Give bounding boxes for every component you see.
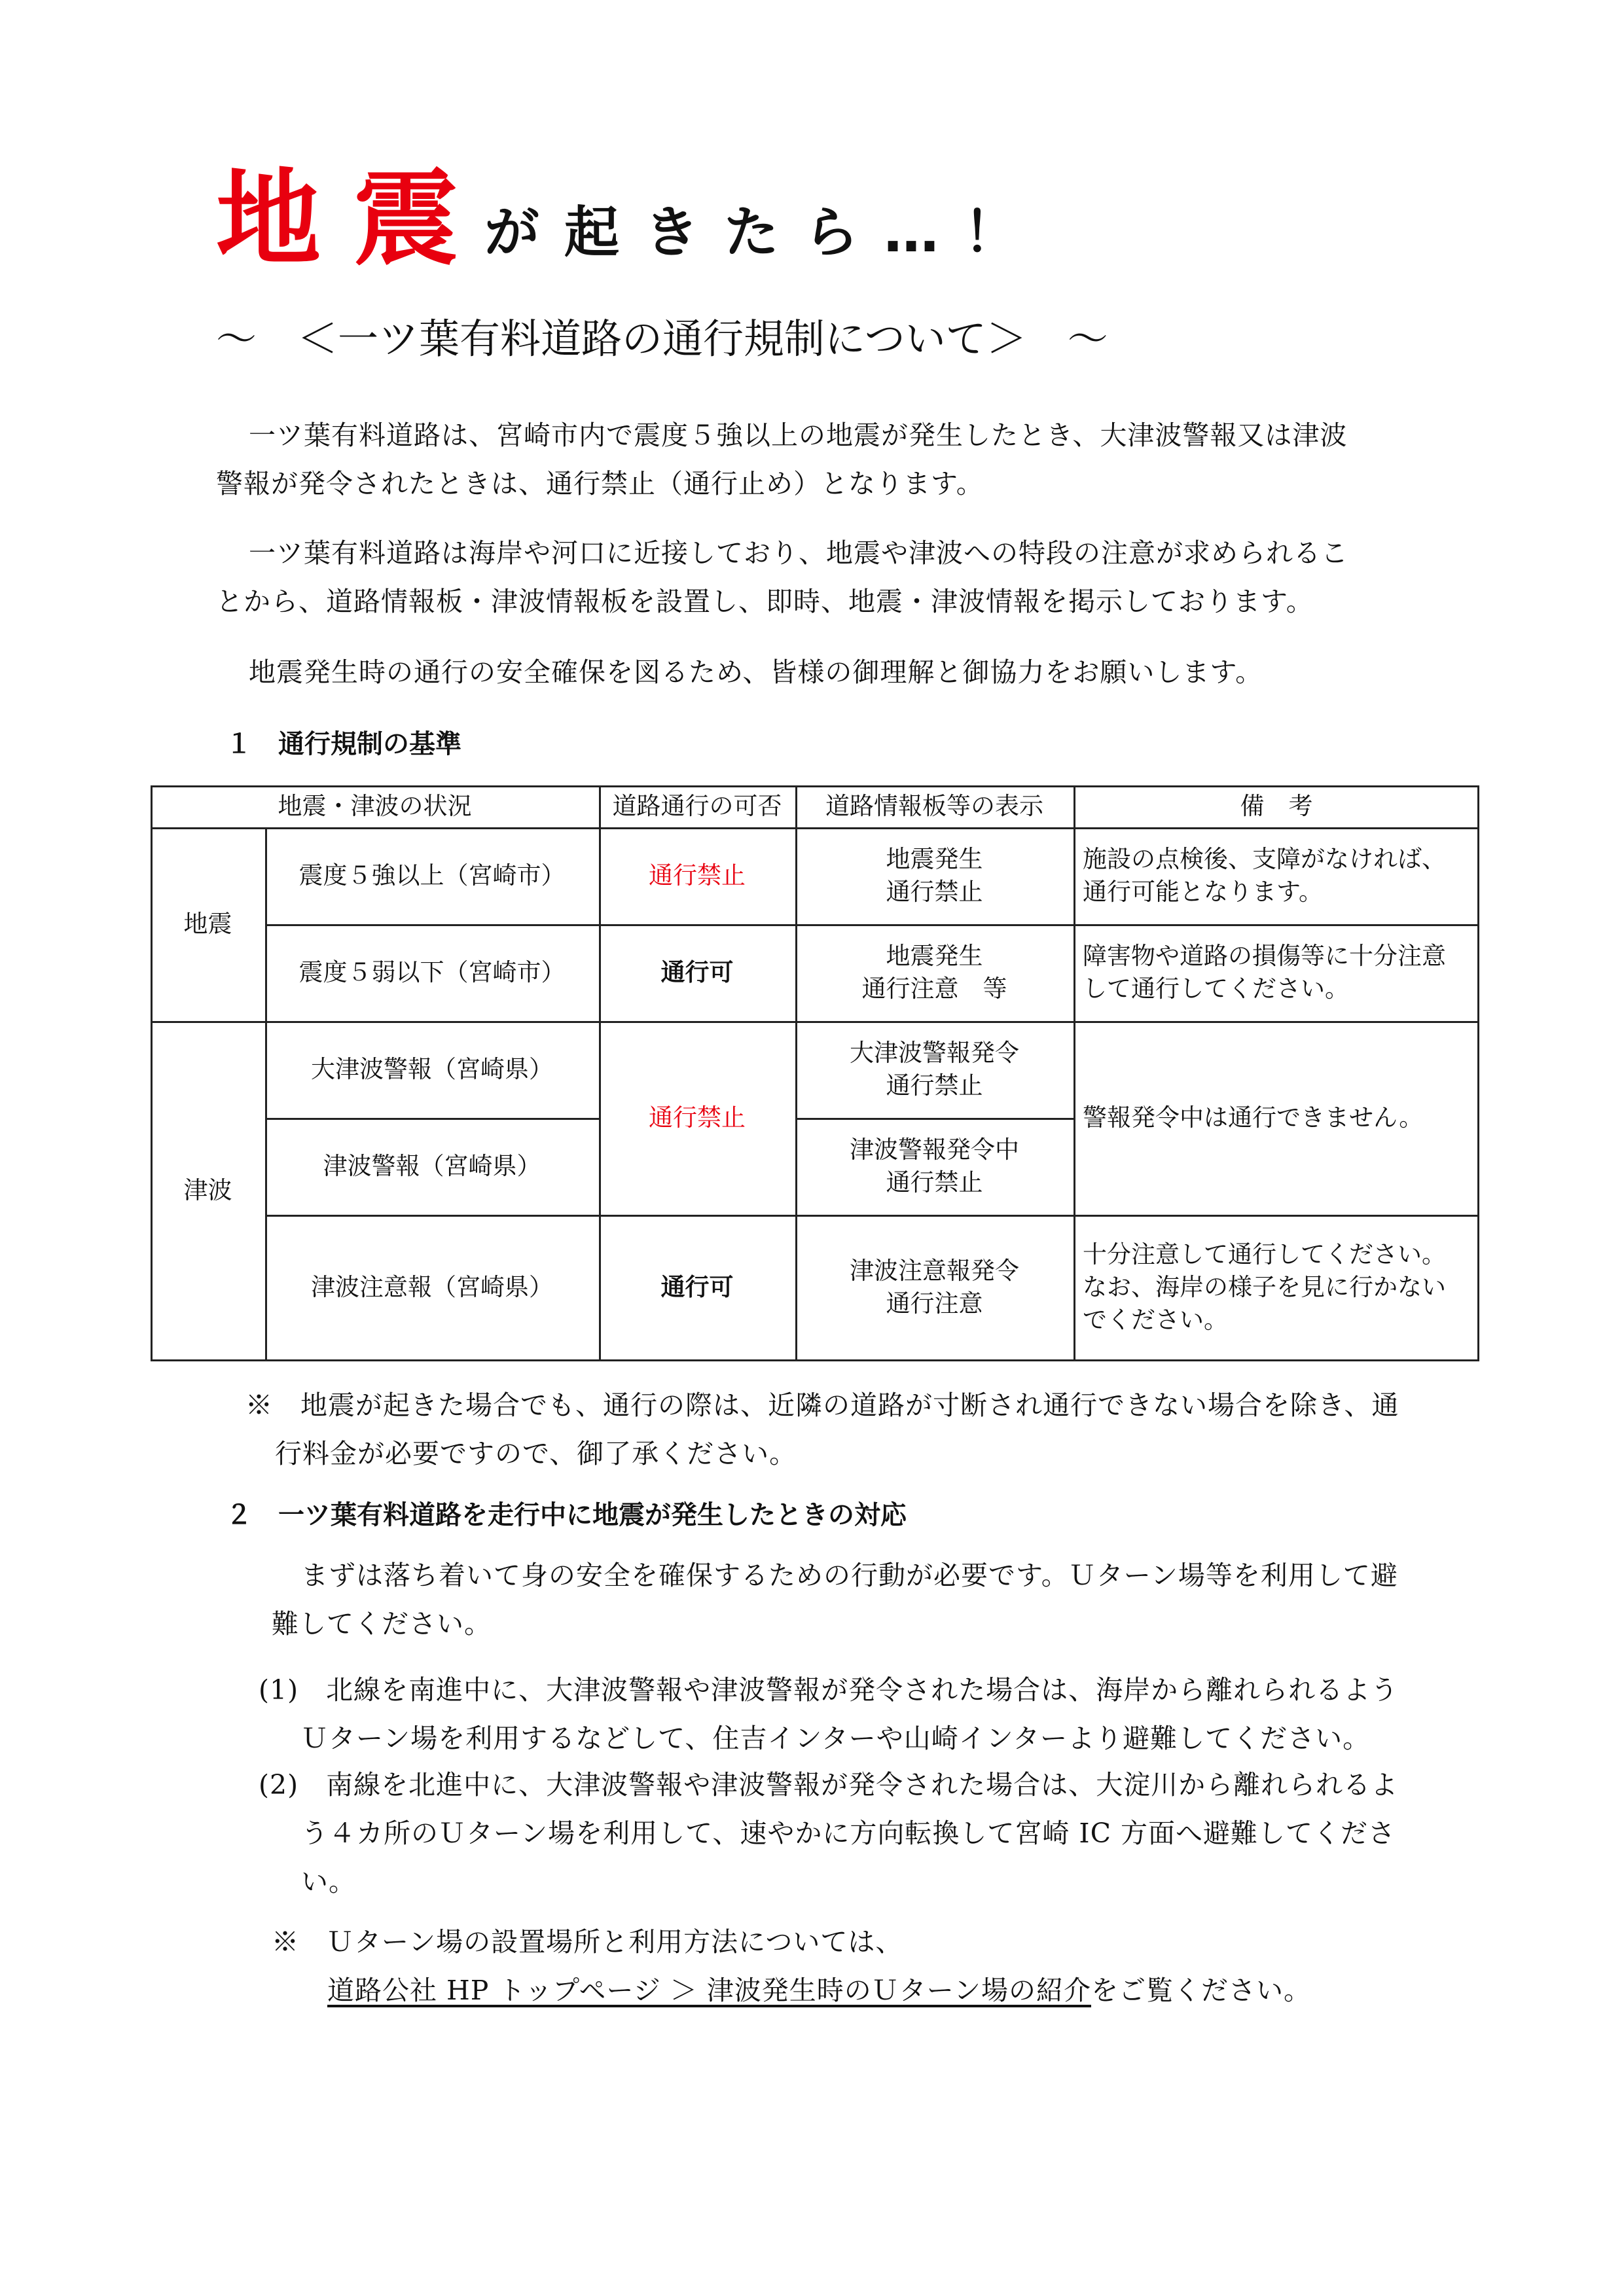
- section-2-intro: [272, 1551, 1398, 1648]
- table-cell-situation: 津波注意報（宮崎県）: [311, 1272, 553, 1301]
- table-cell-display: [795, 1118, 1074, 1215]
- header-situation: 地震・津波の状況: [278, 792, 472, 820]
- intro-line: とから、道路情報板・津波情報板を設置し、即時、地震・津波情報を掲示しております。: [216, 586, 1314, 617]
- remark-line: 通行可能となります。: [1083, 878, 1324, 906]
- table-cell-display: [795, 924, 1074, 1021]
- table-cell-display: [795, 1215, 1074, 1359]
- table-cell-remark: [1074, 827, 1479, 924]
- header-passability: 道路通行の可否: [612, 792, 782, 820]
- intro-paragraph-1: [216, 411, 1347, 508]
- remark-line: でください。: [1083, 1305, 1228, 1334]
- table-cell-display: [795, 827, 1074, 924]
- display-line: 通行注意: [886, 1289, 983, 1318]
- status-badge: 通行禁止: [649, 861, 746, 889]
- display-line: 通行禁止: [886, 1071, 983, 1100]
- remark-line: して通行してください。: [1083, 975, 1349, 1003]
- page-title: [216, 141, 1044, 280]
- table-cell-situation: 津波警報（宮崎県）: [323, 1152, 541, 1180]
- status-badge: 通行可: [660, 958, 734, 986]
- section-2-heading: ２ 一ツ葉有料道路を走行中に地震が発生したときの対応: [226, 1500, 907, 1530]
- title-char-1: 地: [216, 158, 321, 280]
- subtitle: ～ ＜一ツ葉有料道路の通行規制について＞ ～: [216, 315, 1108, 363]
- header-remarks: 備 考: [1240, 792, 1313, 820]
- remark-line: 施設の点検後、支障がなければ、: [1083, 845, 1446, 873]
- intro-line: 一ツ葉有料道路は、宮崎市内で震度５強以上の地震が発生したとき、大津波警報又は津波: [249, 420, 1348, 451]
- section-2-intro-line: 難してください。: [272, 1608, 492, 1640]
- display-line: 通行禁止: [886, 1168, 983, 1196]
- note-line: ※ 地震が起きた場合でも、通行の際は、近隣の道路が寸断され通行できない場合を除き、通: [245, 1390, 1399, 1421]
- display-line: 津波注意報発令: [850, 1256, 1019, 1285]
- intro-line: 警報が発令されたときは、通行禁止（通行止め）となります。: [216, 468, 984, 499]
- note-line: 行料金が必要ですので、御了承ください。: [275, 1438, 797, 1469]
- uturn-page-link[interactable]: 道路公社 HP トップページ ＞ 津波発生時のＵターン場の紹介: [327, 1975, 1091, 2006]
- regulation-table: [151, 785, 1479, 1361]
- section-2-intro-line: まずは落ち着いて身の安全を確保するための行動が必要です。Ｕターン場等を利用して避: [301, 1560, 1398, 1591]
- status-badge: 通行可: [660, 1272, 734, 1301]
- note-2: [272, 1918, 1311, 2015]
- table-cell-situation: 大津波警報（宮崎県）: [311, 1055, 553, 1083]
- group-tsunami: 津波: [183, 1175, 232, 1204]
- intro-line: 地震発生時の通行の安全確保を図るため、皆様の御理解と御協力をお願いします。: [249, 656, 1263, 688]
- table-cell-remark: [1074, 924, 1479, 1021]
- list-item-line: い。: [301, 1866, 356, 1897]
- remark-line: 十分注意して通行してください。: [1083, 1240, 1446, 1268]
- group-earthquake: 地震: [183, 910, 232, 938]
- list-item: [259, 1761, 1398, 1906]
- title-char-2: 震: [353, 158, 459, 280]
- display-line: 地震発生: [886, 942, 983, 970]
- note-1: [245, 1381, 1399, 1478]
- table-cell-remark: [1074, 1215, 1479, 1359]
- display-line: 地震発生: [886, 845, 983, 873]
- title-rest: が起きたら…！: [484, 200, 1044, 264]
- remark-line: なお、海岸の様子を見に行かない: [1083, 1272, 1446, 1301]
- remark-line: 障害物や道路の損傷等に十分注意: [1083, 942, 1446, 970]
- display-line: 大津波警報発令: [850, 1039, 1019, 1067]
- status-badge: 通行禁止: [649, 1103, 746, 1132]
- list-item: [259, 1666, 1398, 1763]
- list-item-line: Ｕターン場を利用するなどして、住吉インターや山崎インターより避難してください。: [301, 1723, 1371, 1754]
- display-line: 津波警報発令中: [850, 1136, 1019, 1164]
- table-cell-display: [795, 1021, 1074, 1118]
- note-line: ※ Ｕターン場の設置場所と利用方法については、: [272, 1926, 903, 1958]
- note-line: [272, 1966, 1311, 2015]
- table-cell-remark: 警報発令中は通行できません。: [1083, 1103, 1424, 1132]
- intro-paragraph-3: [216, 648, 1263, 696]
- section-1-heading: １ 通行規制の基準: [226, 729, 461, 759]
- table-cell-situation: 震度５弱以下（宮崎市）: [298, 958, 566, 986]
- table-cell-situation: 震度５強以上（宮崎市）: [298, 861, 566, 889]
- display-line: 通行注意 等: [861, 975, 1007, 1003]
- list-item-line: (1) 北線を南進中に、大津波警報や津波警報が発令された場合は、海岸から離れられるよう: [259, 1674, 1399, 1706]
- intro-paragraph-2: [216, 529, 1348, 626]
- list-item-line: (2) 南線を北進中に、大津波警報や津波警報が発令された場合は、大淀川から離れられるよ: [259, 1769, 1399, 1801]
- list-item-line: う４カ所のＵターン場を利用して、速やかに方向転換して宮崎 IC 方面へ避難してくださ: [301, 1818, 1396, 1849]
- link-suffix: をご覧ください。: [1091, 1975, 1311, 2006]
- header-display: 道路情報板等の表示: [825, 792, 1043, 820]
- intro-line: 一ツ葉有料道路は海岸や河口に近接しており、地震や津波への特段の注意が求められるこ: [249, 537, 1348, 569]
- display-line: 通行禁止: [886, 878, 983, 906]
